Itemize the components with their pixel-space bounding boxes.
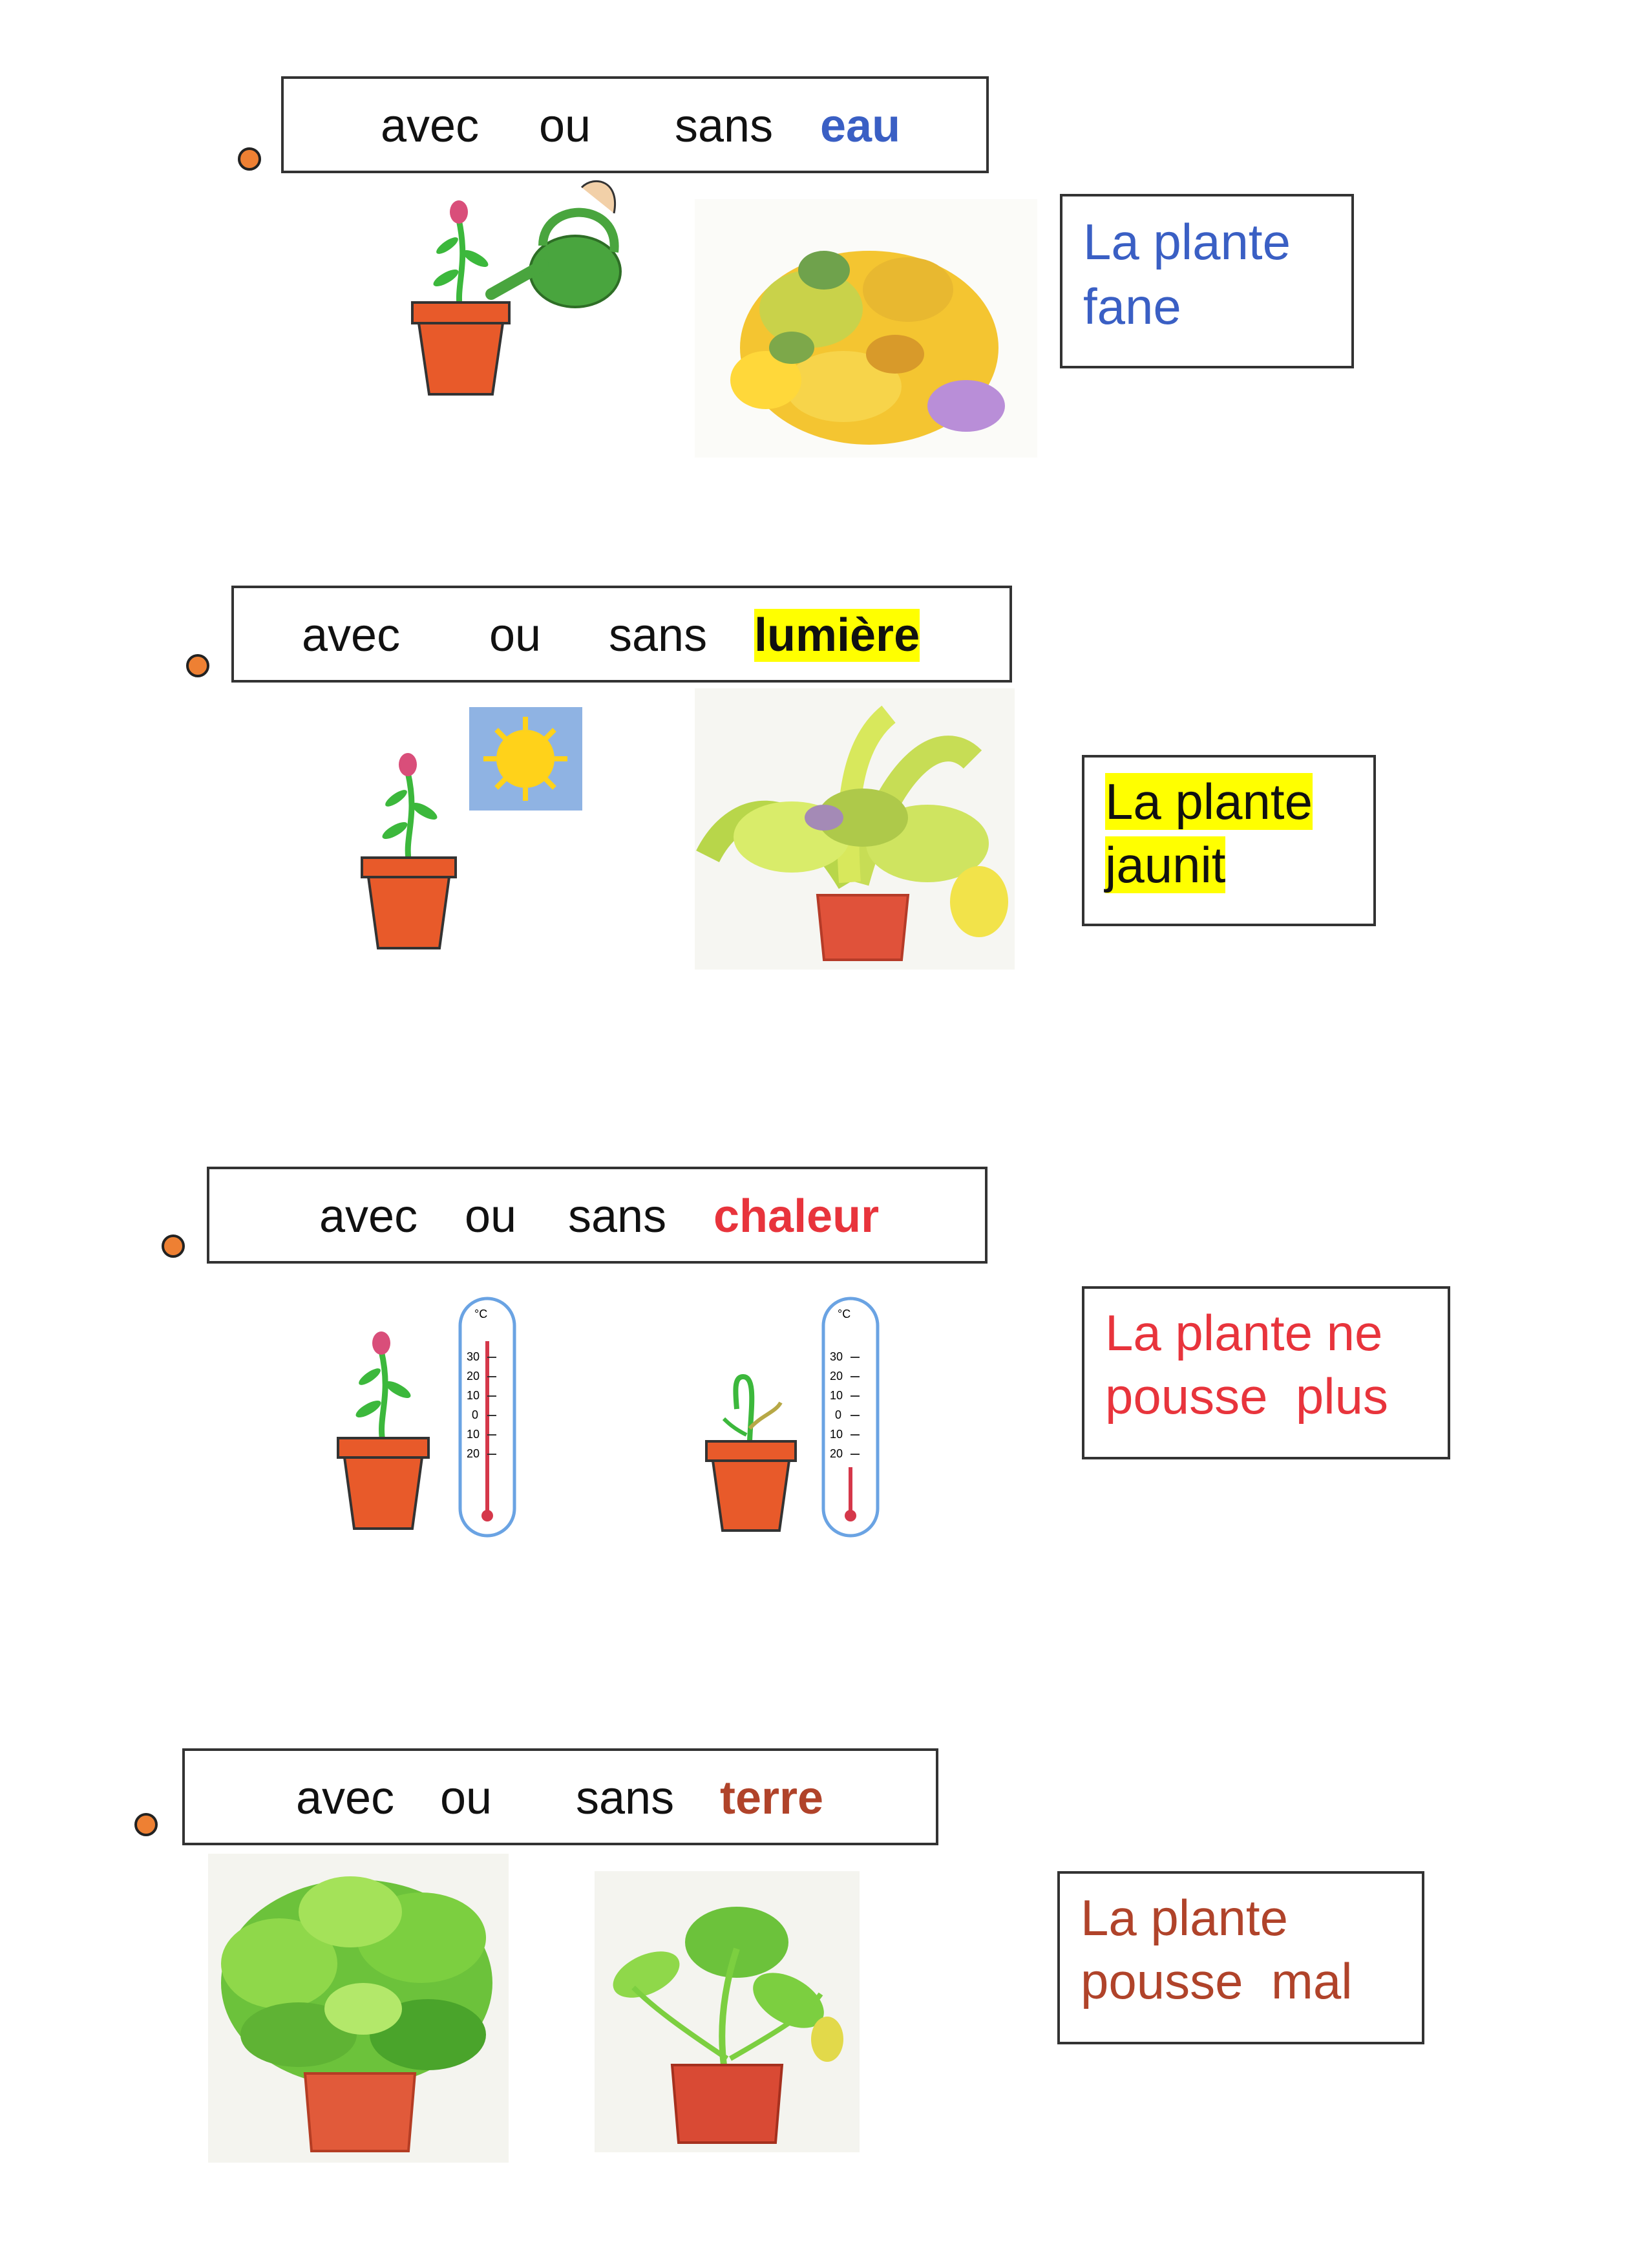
- word-avec: avec: [319, 1191, 418, 1242]
- thermometer-unit: °C: [474, 1308, 488, 1320]
- result-line-2: pousse plus: [1105, 1368, 1388, 1425]
- potted-plant-icon: [336, 1325, 433, 1532]
- tick-label: 30: [467, 1350, 480, 1363]
- struggling-plant-photo: [595, 1871, 860, 2152]
- result-line-1: La plante ne: [1105, 1304, 1383, 1361]
- result-line-2: fane: [1083, 278, 1181, 335]
- wilted-potted-plant-icon: [704, 1364, 798, 1532]
- word-avec: avec: [381, 100, 480, 152]
- bullet-marker: [186, 654, 209, 677]
- title-box-lumiere: [231, 586, 1012, 683]
- bullet-marker: [162, 1235, 185, 1258]
- tick-label: 20: [467, 1370, 480, 1383]
- tick-label: 10: [467, 1389, 480, 1402]
- result-box-chaleur: [1082, 1286, 1450, 1459]
- tick-label: 0: [472, 1408, 479, 1421]
- word-sans: sans: [609, 609, 708, 661]
- tick-label: 20: [830, 1447, 843, 1460]
- yellowing-plant-photo: [695, 688, 1015, 970]
- result-text-1: La plante: [1105, 773, 1313, 830]
- result-box-lumiere: [1082, 755, 1376, 926]
- potted-plant-icon: [359, 747, 462, 953]
- tick-label: 10: [467, 1428, 480, 1441]
- wilted-plant-photo: [695, 199, 1037, 458]
- word-ou: ou: [465, 1191, 517, 1242]
- keyword-lumiere: lumière: [754, 609, 920, 661]
- tick-label: 20: [830, 1370, 843, 1383]
- result-box-terre: [1057, 1871, 1424, 2044]
- result-line-2: pousse mal: [1081, 1953, 1353, 2009]
- tick-label: 10: [830, 1389, 843, 1402]
- word-ou: ou: [440, 1772, 492, 1824]
- keyword-terre: terre: [720, 1772, 824, 1824]
- title-box-eau: [281, 76, 989, 173]
- thermometer-unit: °C: [838, 1308, 851, 1320]
- word-ou: ou: [489, 609, 542, 661]
- thermometer-icon: [821, 1296, 880, 1538]
- word-avec: avec: [302, 609, 401, 661]
- tick-label: 20: [467, 1447, 480, 1460]
- result-line-1: La plante: [1083, 213, 1291, 270]
- title-box-chaleur: [207, 1167, 988, 1264]
- watering-can-icon: [491, 175, 633, 317]
- word-sans: sans: [576, 1772, 675, 1824]
- result-box-eau: [1060, 194, 1354, 368]
- result-line-1: La plante: [1081, 1889, 1288, 1946]
- result-line-1: [1105, 770, 1313, 832]
- tick-label: 30: [830, 1350, 843, 1363]
- word-sans: sans: [568, 1191, 667, 1242]
- sun-icon: [469, 707, 582, 811]
- title-box-terre: [182, 1748, 938, 1845]
- result-line-2: [1105, 834, 1225, 896]
- result-text-2: jaunit: [1105, 836, 1226, 893]
- healthy-plant-photo: [208, 1854, 509, 2163]
- word-sans: sans: [675, 100, 774, 152]
- tick-label: 0: [835, 1408, 842, 1421]
- word-avec: avec: [296, 1772, 395, 1824]
- tick-label: 10: [830, 1428, 843, 1441]
- thermometer-icon: [458, 1296, 517, 1538]
- bullet-marker: [238, 147, 261, 171]
- word-ou: ou: [539, 100, 591, 152]
- bullet-marker: [134, 1813, 158, 1836]
- keyword-eau: eau: [820, 100, 901, 152]
- keyword-chaleur: chaleur: [713, 1191, 880, 1242]
